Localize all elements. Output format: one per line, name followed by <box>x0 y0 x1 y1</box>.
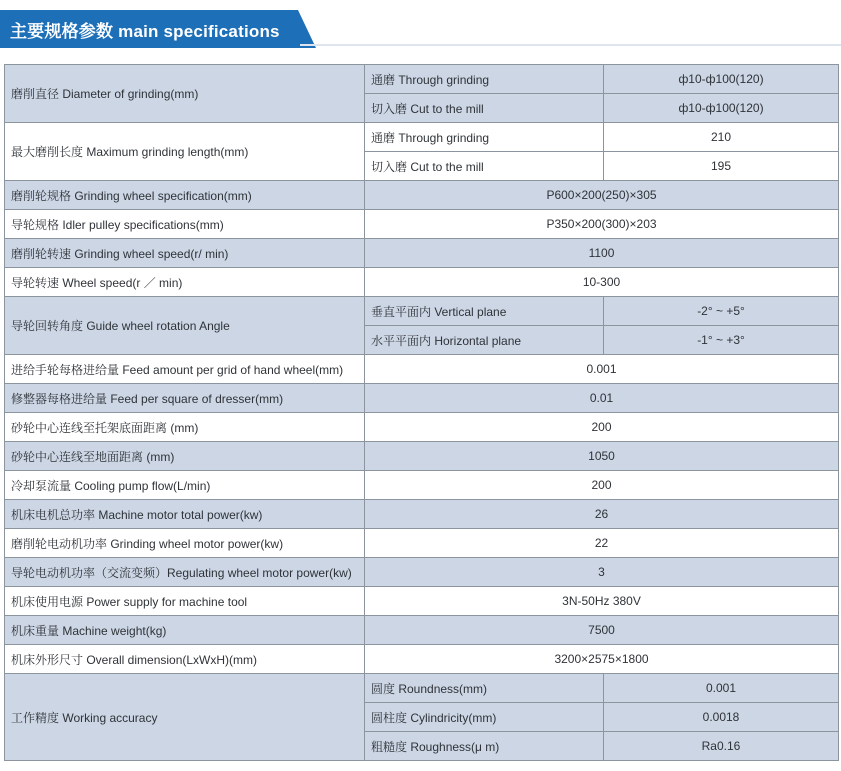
cell-value: 3200×2575×1800 <box>365 645 839 674</box>
cell-value: 10-300 <box>365 268 839 297</box>
row-label: 导轮电动机功率（交流变频）Regulating wheel motor power(kw) <box>5 558 365 587</box>
sub-label: 圆柱度 Cylindricity(mm) <box>365 703 604 732</box>
cell-value: 7500 <box>365 616 839 645</box>
table-row <box>5 529 839 558</box>
row-label: 修整器每格进给量 Feed per square of dresser(mm) <box>5 384 365 413</box>
cell-value: 0.01 <box>365 384 839 413</box>
cell-value: 0.001 <box>365 355 839 384</box>
row-label: 磨削轮规格 Grinding wheel specification(mm) <box>5 181 365 210</box>
cell-value: ф10-ф100(120) <box>604 65 839 94</box>
row-label: 机床重量 Machine weight(kg) <box>5 616 365 645</box>
cell-value: 195 <box>604 152 839 181</box>
row-label: 冷却泵流量 Cooling pump flow(L/min) <box>5 471 365 500</box>
cell-value: 26 <box>365 500 839 529</box>
row-label: 机床外形尺寸 Overall dimension(LxWxH)(mm) <box>5 645 365 674</box>
cell-value: -1° ~ +3° <box>604 326 839 355</box>
table-row <box>5 268 839 297</box>
cell-value: ф10-ф100(120) <box>604 94 839 123</box>
table-row <box>5 616 839 645</box>
row-label: 机床电机总功率 Machine motor total power(kw) <box>5 500 365 529</box>
table-row <box>5 123 839 152</box>
header-banner <box>0 10 841 48</box>
cell-value: -2° ~ +5° <box>604 297 839 326</box>
row-label: 导轮回转角度 Guide wheel rotation Angle <box>5 297 365 355</box>
sub-label: 通磨 Through grinding <box>365 65 604 94</box>
sub-label: 通磨 Through grinding <box>365 123 604 152</box>
table-row <box>5 65 839 94</box>
row-label: 导轮转速 Wheel speed(r ／ min) <box>5 268 365 297</box>
table-row <box>5 181 839 210</box>
cell-value: P600×200(250)×305 <box>365 181 839 210</box>
cell-value: 0.001 <box>604 674 839 703</box>
page-title: 主要规格参数 main specifications <box>10 22 280 41</box>
sub-label: 水平平面内 Horizontal plane <box>365 326 604 355</box>
cell-value: 3 <box>365 558 839 587</box>
sub-label: 切入磨 Cut to the mill <box>365 152 604 181</box>
row-label: 最大磨削长度 Maximum grinding length(mm) <box>5 123 365 181</box>
row-label: 磨削轮电动机功率 Grinding wheel motor power(kw) <box>5 529 365 558</box>
row-label: 进给手轮每格进给量 Feed amount per grid of hand wheel(mm) <box>5 355 365 384</box>
cell-value: P350×200(300)×203 <box>365 210 839 239</box>
cell-value: 22 <box>365 529 839 558</box>
sub-label: 圆度 Roundness(mm) <box>365 674 604 703</box>
cell-value: 0.0018 <box>604 703 839 732</box>
row-label: 导轮规格 Idler pulley specifications(mm) <box>5 210 365 239</box>
cell-value: Ra0.16 <box>604 732 839 761</box>
sub-label: 粗糙度 Roughness(μ m) <box>365 732 604 761</box>
table-row <box>5 384 839 413</box>
cell-value: 200 <box>365 413 839 442</box>
table-row <box>5 645 839 674</box>
cell-value: 1100 <box>365 239 839 268</box>
table-row <box>5 587 839 616</box>
table-row <box>5 558 839 587</box>
row-label: 砂轮中心连线至地面距离 (mm) <box>5 442 365 471</box>
cell-value: 1050 <box>365 442 839 471</box>
table-row <box>5 239 839 268</box>
row-label: 磨削轮转速 Grinding wheel speed(r/ min) <box>5 239 365 268</box>
table-row <box>5 674 839 703</box>
banner-divider <box>300 44 841 46</box>
cell-value: 200 <box>365 471 839 500</box>
table-row <box>5 210 839 239</box>
sub-label: 垂直平面内 Vertical plane <box>365 297 604 326</box>
table-row <box>5 297 839 326</box>
table-row <box>5 471 839 500</box>
table-row <box>5 500 839 529</box>
sub-label: 切入磨 Cut to the mill <box>365 94 604 123</box>
table-row <box>5 355 839 384</box>
spec-table <box>4 64 839 761</box>
row-label: 机床使用电源 Power supply for machine tool <box>5 587 365 616</box>
table-row <box>5 413 839 442</box>
row-label: 磨削直径 Diameter of grinding(mm) <box>5 65 365 123</box>
row-label: 砂轮中心连线至托架底面距离 (mm) <box>5 413 365 442</box>
table-row <box>5 442 839 471</box>
cell-value: 3N-50Hz 380V <box>365 587 839 616</box>
row-label: 工作精度 Working accuracy <box>5 674 365 761</box>
cell-value: 210 <box>604 123 839 152</box>
